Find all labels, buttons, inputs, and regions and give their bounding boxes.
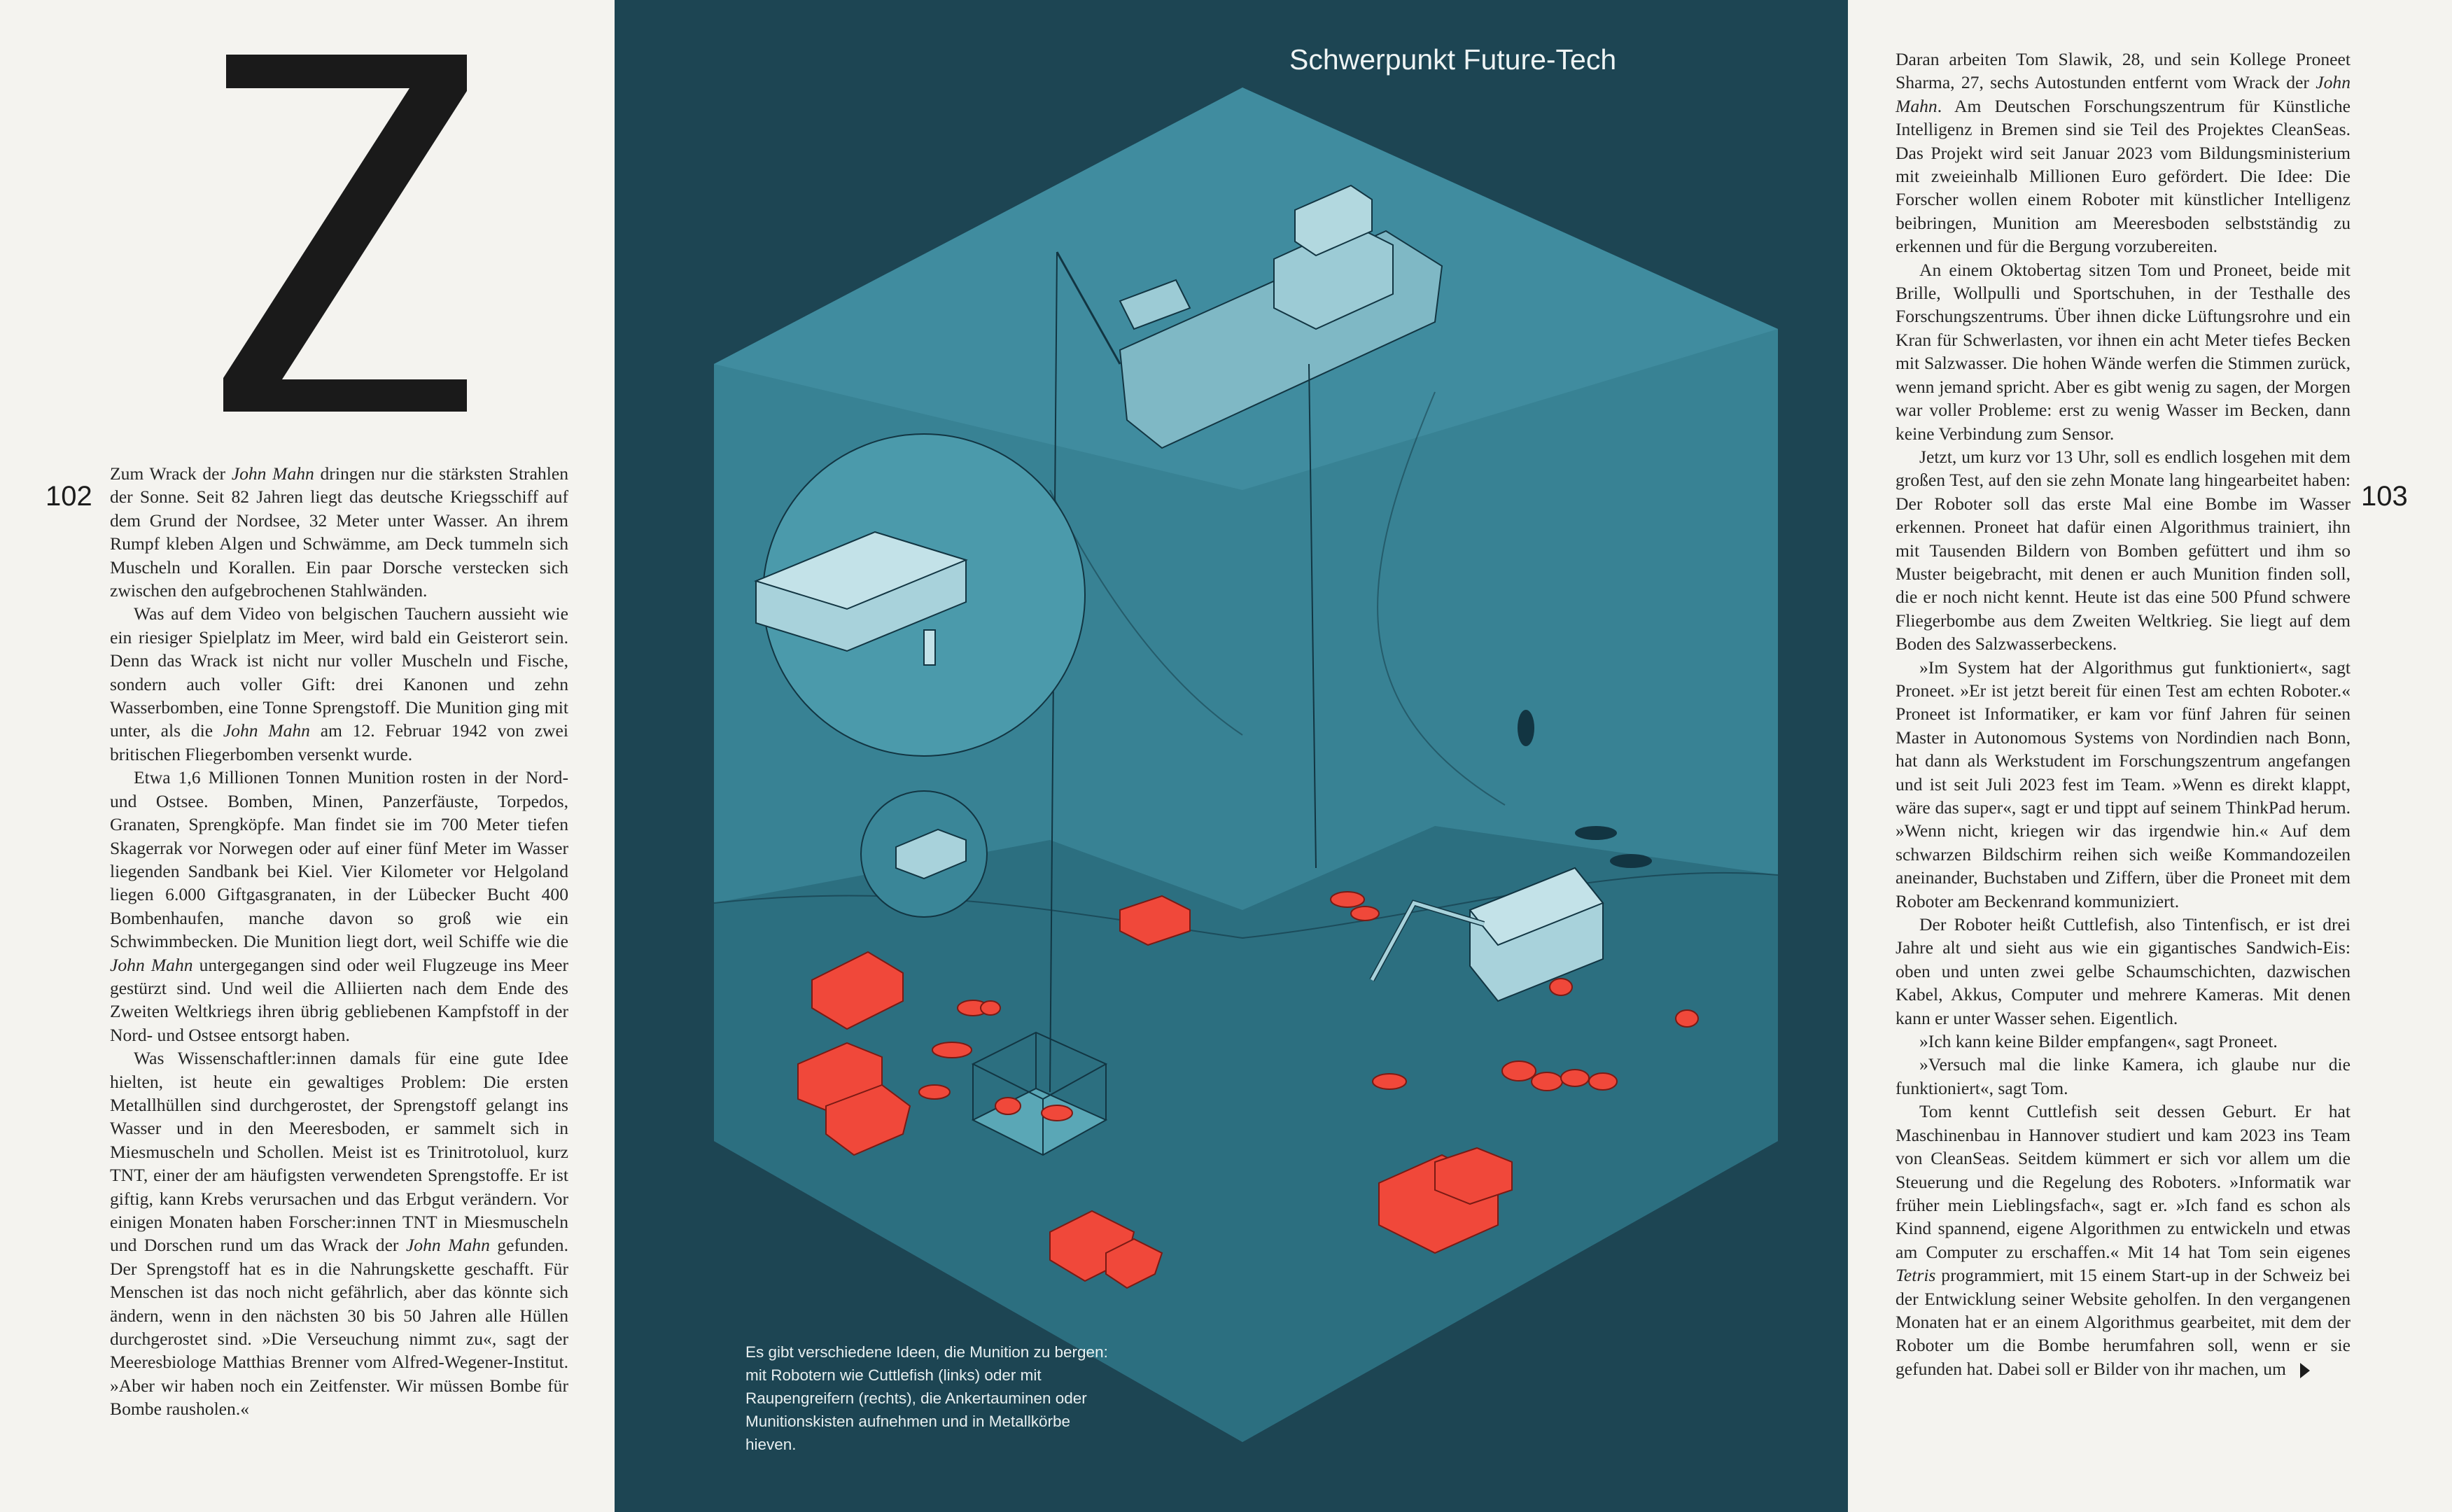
section-rubric: Schwerpunkt Future-Tech — [1289, 43, 1617, 76]
page-number-left: 102 — [45, 481, 92, 512]
paragraph: Der Roboter heißt Cuttlefish, also Tintenfisch, er ist drei Jahre alt und sieht aus wie ein gigantisches Sandwich-Eis: oben und unten zwei gelbe Schaumschichten, dazwischen Kabel, Akkus, Computer und mehrere Kameras. Mit denen kann er unter Wasser sehen. Eigentlich. — [1896, 914, 2351, 1028]
image-caption: Es gibt verschiedene Ideen, die Munition zu bergen: mit Robotern wie Cuttlefish (links) oder mit Raupengreifern (rechts), die Ankertauminen oder Munitionskisten aufnehmen und in Metallkörbe hieven. — [745, 1343, 1108, 1453]
paragraph: Etwa 1,6 Millionen Tonnen Munition rosten in der Nord- und Ostsee. Bomben, Minen, Panzerfäuste, Torpedos, Granaten, Sprengköpfe. Man findet sie im 700 Meter tiefen Skagerrak vor Norwegen oder auf einer fünf Meter im Wasser liegenden Sandbank bei Kiel. Vier Kilometer vor Helgoland liegen 6.000 Giftgasgranaten, in der Lübecker Bucht 400 Bombenhaufen, manche davon so groß wie ein Schwimmbecken. Die Munition liegt dort, weil Schiffe wie die John Mahn untergegangen sind oder weil Flugzeuge ins Meer gestürzt sind. Und weil die Alliierten nach dem Ende des Zweiten Weltkriegs ihren übrig gebliebenen Kampfstoff in der Nord- und Ostsee entsorgt haben. — [110, 767, 568, 1045]
paragraph: Jetzt, um kurz vor 13 Uhr, soll es endlich losgehen mit dem großen Test, auf den sie zehn Monate lang hingearbeitet haben: Der Roboter soll das erste Mal eine Bombe im Wasser erkennen. Proneet hat dafür einen Algorithmus trainiert, ihn mit Tausenden Bildern von Bomben gefüttert und ihm so Muster beigebracht, mit denen er auch Munition finden soll, die er noch nicht kennt. Heute ist das eine 500 Pfund schwere Fliegerbombe aus dem Zweiten Weltkrieg. Sie liegt auf dem Boden des Salzwasserbeckens. — [1896, 446, 2351, 654]
left-article-column — [110, 462, 568, 1421]
paragraph: »Ich kann keine Bilder empfangen«, sagt Proneet. — [1919, 1031, 2278, 1052]
dropcap-z — [220, 50, 472, 414]
paragraph: An einem Oktobertag sitzen Tom und Proneet, beide mit Brille, Wollpulli und Sportschuhen, in der Testhalle des Forschungszentrums. Über ihnen dicke Lüftungsrohre und ein Kran für Schwerlasten, vor ihnen ein acht Meter tiefes Becken mit Salzwasser. Die hohen Wände werfen die Stimmen zurück, wenn jemand spricht. Aber es gibt wenig zu sagen, der Morgen war voller Probleme: erst zu wenig Wasser im Becken, dann keine Verbindung zum Sensor. — [1896, 259, 2351, 444]
underwater-munition-illustration — [615, 0, 1848, 1512]
page-number-right: 103 — [2361, 481, 2408, 512]
paragraph: »Versuch mal die linke Kamera, ich glaube nur die funktioniert«, sagt Tom. — [1896, 1054, 2351, 1098]
paragraph: »Im System hat der Algorithmus gut funktioniert«, sagt Proneet. »Er ist jetzt bereit für einen Test am echten Roboter.« Proneet ist Informatiker, er kam vor fünf Jahren für seinen Master in Autonomous Systems von Nordindien nach Bonn, hat dann als Werkstudent im Forschungszentrum angefangen und ist seit Juli 2023 fest im Team. »Wenn es direkt klappt, wäre das super«, sagt er und tippt auf seinem ThinkPad herum. »Wenn nicht, kriegen wir das irgendwie hin.« Auf dem schwarzen Bildschirm reihen sich weiße Kommandozeilen aneinander, Buchstaben und Ziffern, über die Proneet mit dem Roboter am Beckenrand kommuniziert. — [1896, 657, 2351, 911]
left-page — [0, 0, 615, 1512]
paragraph: Tom kennt Cuttlefish seit dessen Geburt. Er hat Maschinenbau in Hannover studiert und kam 2023 ins Team von CleanSeas. Seitdem kümmert er sich vor allem um die Steuerung und die Regelung des Roboters. »Informatik war früher mein Lieblingsfach«, sagt er. »Ich fand es schon als Kind spannend, eigene Algorithmen zu entwickeln und etwas am Computer zu erschaffen.« Mit 14 hat Tom sein eigenes Tetris programmiert, mit 15 einem Start-up in der Schweiz bei der Entwicklung seiner Website geholfen. In den vergangenen Monaten hat er an einem Algorithmus gearbeitet, mit dem der Roboter um die Bombe herumfahren soll, wenn er sie gefunden hat. Dabei soll er Bilder von ihr machen, um — [1896, 1101, 2351, 1379]
illustration-spread — [615, 0, 1848, 1512]
paragraph: Daran arbeiten Tom Slawik, 28, und sein Kollege Proneet Sharma, 27, sechs Autostunden entfernt vom Wrack der John Mahn. Am Deutschen Forschungszentrum für Künstliche Intelligenz in Bremen sind sie Teil des Projektes CleanSeas. Das Projekt wird seit Januar 2023 vom Bildungsministerium mit zweieinhalb Millionen Euro gefördert. Die Idee: Die Forscher wollen einem Roboter mit künstlicher Intelligenz beibringen, Munition am Meeresboden selbstständig zu erkennen und für die Bergung vorzubereiten. — [1896, 49, 2351, 257]
right-article-column — [1896, 48, 2351, 1380]
paragraph: Was auf dem Video von belgischen Tauchern aussieht wie ein riesiger Spielplatz im Meer, wird bald ein Geisterort sein. Denn das Wrack ist nicht nur voller Muscheln und Fische, sondern auch voller Gift: drei Kanonen und zehn Wasserbomben, eine Tonne Sprengstoff. Die Munition ging mit unter, als die John Mahn am 12. Februar 1942 von zwei britischen Fliegerbomben versenkt wurde. — [110, 603, 569, 764]
paragraph: Was Wissenschaftler:innen damals für eine gute Idee hielten, ist heute ein gewaltiges Problem: Die ersten Metallhüllen sind durchgerostet, der Sprengstoff gelangt ins Wasser und in den Meeresboden, er sammelt sich in Miesmuscheln und Schollen. Meist ist es Trinitrotoluol, kurz TNT, einer der am häufigsten verwendeten Sprengstoffe. Er ist giftig, kann Krebs verursachen und das Erbgut verändern. Vor einigen Monaten haben Forscher:innen TNT in Miesmuscheln und Dorschen rund um das Wrack der John Mahn gefunden. Der Sprengstoff hat es in die Nahrungskette geschafft. Für Menschen ist das noch nicht gefährlich, aber das könnte sich ändern, wenn in den nächsten 30 bis 50 Jahren alle Hüllen durchgerostet sind. »Die Verseuchung nimmt zu«, sagt der Meeresbiologe Matthias Brenner vom Alfred-Wegener-Institut. »Aber wir haben noch ein Zeitfenster. Wir müssen Bombe für Bombe rausholen.« — [110, 1048, 568, 1420]
continue-arrow-icon — [2300, 1363, 2310, 1378]
paragraph: Zum Wrack der John Mahn dringen nur die stärksten Strahlen der Sonne. Seit 82 Jahren liegt das deutsche Kriegsschiff auf dem Grund der Nordsee, 32 Meter unter Wasser. An ihrem Rumpf kleben Algen und Schwämme, am Deck tummeln sich Muscheln und Korallen. Ein paar Dorsche verstecken sich zwischen den aufgebrochenen Stahlwänden. — [110, 463, 568, 601]
